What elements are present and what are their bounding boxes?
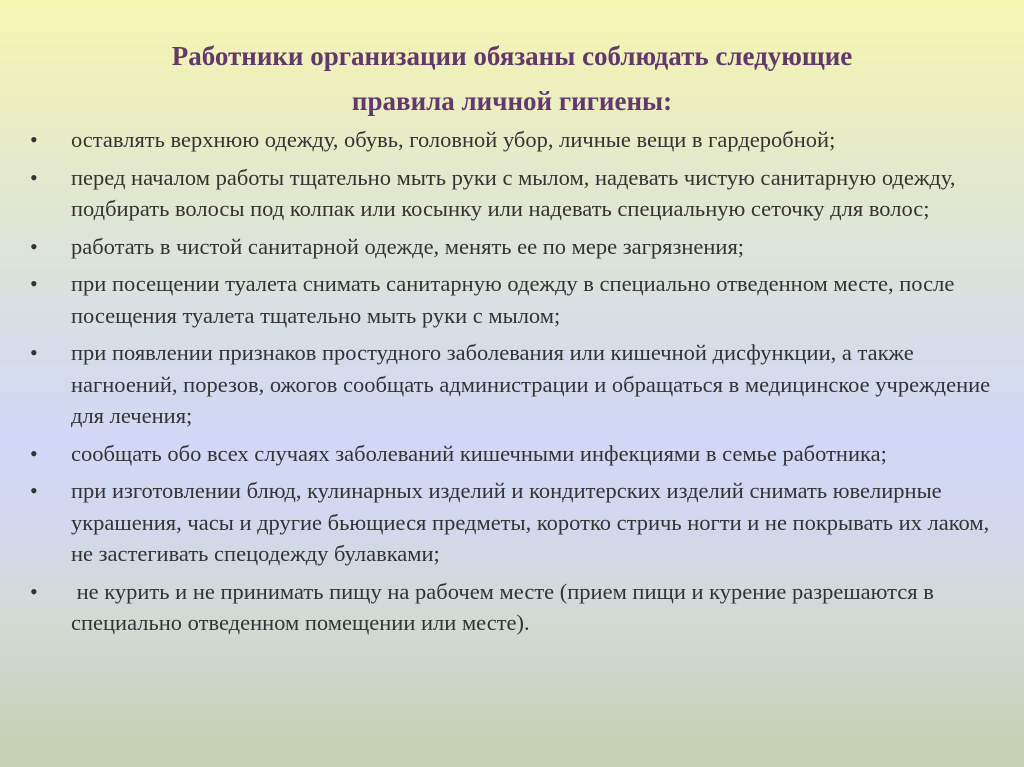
rule-text: оставлять верхнюю одежду, обувь, головной убор, личные вещи в гардеробной;	[71, 127, 836, 152]
slide-title-line-2: правила личной гигиены:	[351, 86, 673, 116]
bullet-icon: •	[30, 271, 38, 296]
rule-text: работать в чистой санитарной одежде, менять ее по мере загрязнения;	[71, 233, 745, 259]
slide-title-line-1: Работники организации обязаны соблюдать следующие	[171, 41, 853, 71]
bullet-icon: •	[30, 233, 38, 259]
rule-text: при изготовлении блюд, кулинарных изделий и кондитерских изделий снимать ювелирные украшения, часы и другие бьющиеся предметы, коротко стричь ногти и не покрывать их лаком, не застегивать спецодежду булавками;	[71, 478, 995, 566]
slide-title	[30, 34, 994, 124]
rule-text: при посещении туалета снимать санитарную одежду в специально отведенном месте, после посещения туалета тщательно мыть руки с мылом;	[71, 271, 960, 328]
bullet-icon: •	[30, 127, 38, 152]
list-item	[30, 124, 1010, 156]
rule-text: перед началом работы тщательно мыть руки с мылом, надевать чистую санитарную одежду, подбирать волосы под колпак или косынку или надевать специальную сеточку для волос;	[71, 164, 962, 221]
bullet-icon: •	[30, 478, 38, 503]
list-item	[30, 337, 1010, 432]
bullet-icon: •	[30, 578, 38, 604]
list-item	[30, 162, 1010, 225]
list-item	[30, 576, 1010, 639]
bullet-icon: •	[30, 164, 38, 190]
rule-text: сообщать обо всех случаях заболеваний кишечными инфекциями в семье работника;	[71, 440, 887, 466]
list-item	[30, 268, 1010, 331]
list-item	[30, 438, 1010, 470]
hygiene-rules-list	[30, 124, 1010, 645]
bullet-icon: •	[30, 440, 38, 466]
list-item	[30, 231, 1010, 263]
list-item	[30, 475, 1010, 570]
rule-text: не курить и не принимать пищу на рабочем месте (прием пищи и курение разрешаются в специально отведенном помещении или месте).	[71, 578, 940, 635]
rule-text: при появлении признаков простудного заболевания или кишечной дисфункции, а также нагноений, порезов, ожогов сообщать администрации и обращаться в медицинское учреждение для лечения;	[71, 340, 996, 428]
bullet-icon: •	[30, 340, 38, 365]
